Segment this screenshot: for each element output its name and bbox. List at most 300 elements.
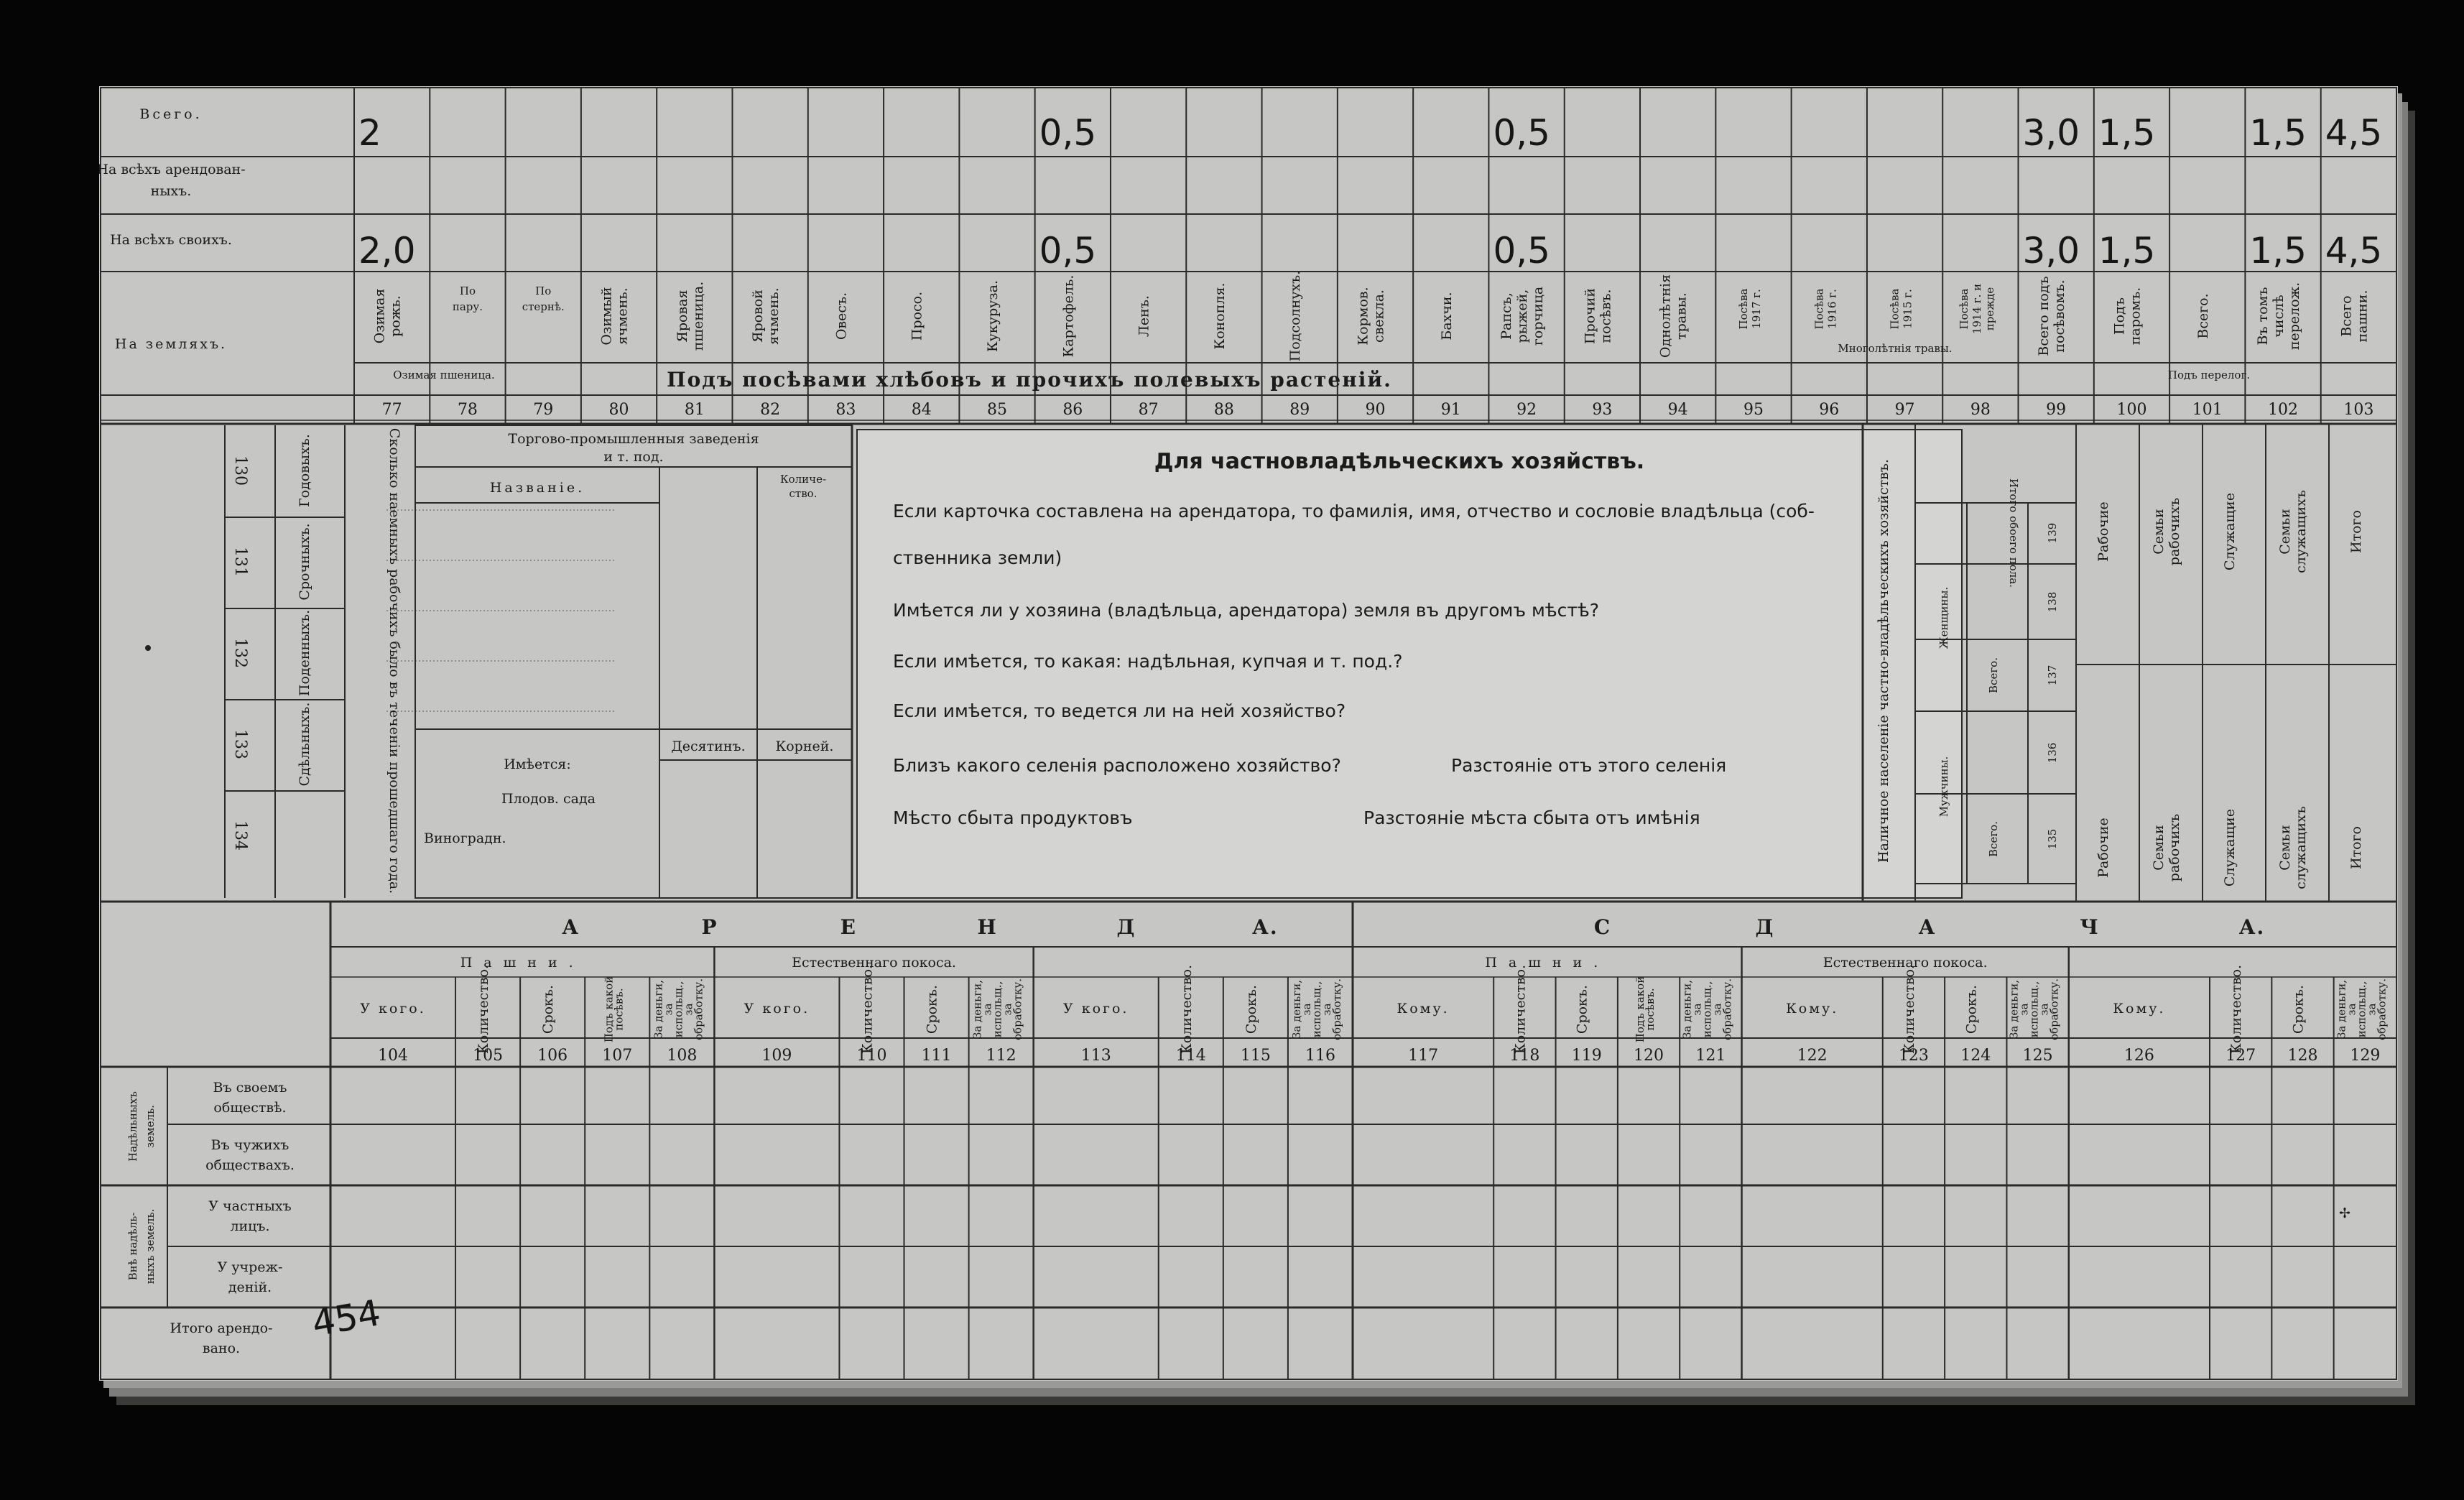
rent-arable-head: Пашни.	[1485, 955, 1610, 971]
lease-hay-head: Естественнаго покоса.	[792, 955, 956, 971]
private-title: Для частновладѣльческихъ хозяйствъ.	[1154, 449, 1645, 474]
col-header-96	[1812, 288, 1838, 329]
bottom-col-header-112-line: обработку.	[1011, 978, 1024, 1040]
col-number-90: 90	[1365, 401, 1386, 419]
bottom-col-header-124-line: Срокъ.	[1963, 984, 1980, 1034]
lease-banner-letter: Д	[1116, 915, 1136, 939]
pop-number-136: 136	[2046, 742, 2059, 764]
bottom-col-number-115: 115	[1240, 1047, 1271, 1065]
bottom-col-header-110-line: Количество.	[859, 964, 876, 1055]
bottom-col-number-117: 117	[1408, 1047, 1439, 1065]
value-own-77: 2,0	[358, 230, 416, 272]
pop-number-138: 138	[2046, 591, 2059, 613]
pop-category-top-0-line: Рабочие	[2095, 501, 2111, 562]
bottom-col-header-121-line: За деньги,	[1680, 980, 1694, 1039]
col-header-102	[2255, 282, 2302, 350]
rent-banner-letter: Ч	[2080, 915, 2100, 939]
col-header-102-line: числѣ	[2271, 295, 2287, 338]
bottom-col-header-128	[2291, 985, 2307, 1034]
bottom-col-header-110	[859, 965, 875, 1054]
rent-banner-letter: С	[1593, 915, 1612, 939]
row-label-own: На всѣхъ своихъ.	[110, 232, 232, 248]
col-header-91	[1439, 292, 1455, 340]
bottom-col-header-116-line: испольщ.,	[1310, 981, 1323, 1038]
pop-category-top-3-line: служащихъ	[2293, 490, 2309, 573]
bottom-col-header-129-line: испольщ.,	[2355, 981, 2368, 1038]
pop-women-total: Всего.	[1987, 657, 2000, 693]
col-header-97	[1889, 288, 1914, 329]
row-own-society-2: обществѣ.	[213, 1100, 287, 1116]
col-header-101-line: Всего.	[2195, 293, 2211, 339]
pop-category-bottom-0-line: Рабочие	[2095, 818, 2111, 878]
bottom-col-header-125-line: обработку.	[2047, 978, 2061, 1040]
bottom-col-number-121: 121	[1695, 1047, 1726, 1065]
col-number-103: 103	[2343, 401, 2374, 419]
col-number-95: 95	[1743, 401, 1764, 419]
pop-category-top-2	[2222, 493, 2238, 570]
orchard-roots: Корней.	[775, 739, 834, 754]
col-header-103-line: Всего	[2338, 295, 2355, 337]
rent-banner-letter: А	[1918, 915, 1937, 939]
q5b: Разстояніе отъ этого селенія	[1451, 755, 1727, 776]
col-header-92-line: рыжей,	[1514, 289, 1531, 343]
bottom-col-header-125-line: за	[2017, 1003, 2031, 1016]
col-header-99-line: Всего подъ	[2036, 276, 2052, 356]
bottom-col-number-112: 112	[986, 1047, 1016, 1065]
bottom-col-number-119: 119	[1571, 1047, 1602, 1065]
col-header-90-line: свекла.	[1371, 290, 1387, 343]
col-header-81-line: пшеница.	[690, 281, 706, 351]
col-header-99-line: посѣвомъ.	[2052, 279, 2068, 353]
pop-category-top-1	[2151, 498, 2182, 565]
col-header-103	[2338, 290, 2370, 342]
bottom-col-number-110: 110	[856, 1047, 887, 1065]
col-header-84-line: Просо.	[909, 291, 925, 341]
men-label: Мужчины.	[1937, 756, 1950, 818]
worker-number-131: 131	[231, 547, 249, 577]
bottom-col-number-118: 118	[1509, 1047, 1540, 1065]
lease-banner-letter: А	[562, 915, 580, 939]
bottom-col-number-113: 113	[1080, 1047, 1111, 1065]
worker-label-130-line: Годовыхъ.	[297, 434, 312, 507]
col-number-82: 82	[760, 401, 781, 419]
col-header-80	[599, 287, 631, 345]
col-number-87: 87	[1138, 401, 1159, 419]
trade-col-name: Названіе.	[489, 480, 585, 496]
bottom-col-header-108-line: обработку.	[692, 978, 705, 1040]
bottom-col-header-128-line: Срокъ.	[2290, 984, 2307, 1034]
bottom-col-number-108: 108	[667, 1047, 698, 1065]
col-header-103-line: пашни.	[2354, 290, 2371, 343]
col-header-102-line: Въ томъ	[2255, 287, 2271, 346]
bottom-col-number-107: 107	[602, 1047, 633, 1065]
row-other-society: Въ чужихъ	[210, 1137, 290, 1153]
col-number-86: 86	[1062, 401, 1083, 419]
pop-men-total: Всего.	[1987, 821, 2000, 857]
bottom-col-party-109: У кого.	[744, 1001, 810, 1017]
bottom-col-party-122: Кому.	[1786, 1001, 1839, 1017]
bottom-col-header-125-line: За деньги,	[2007, 980, 2021, 1039]
bottom-col-number-116: 116	[1305, 1047, 1335, 1065]
bottom-col-header-125-line: за	[2037, 1003, 2051, 1016]
col-number-81: 81	[684, 401, 705, 419]
col-header-93	[1582, 288, 1613, 344]
trade-title-2: и т. под.	[603, 449, 664, 465]
col-number-92: 92	[1516, 401, 1537, 419]
col-header-95-line: Посѣва	[1736, 288, 1750, 330]
col-header-94-line: Однолѣтнія	[1657, 274, 1674, 358]
orchard-desyatin: Десятинъ.	[671, 739, 746, 754]
bottom-col-header-118-line: Количество.	[1512, 964, 1529, 1055]
col-header-81	[675, 282, 706, 351]
col-header-97-line: Посѣва	[1888, 288, 1902, 330]
bottom-col-header-108-line: испольщ.,	[672, 981, 685, 1038]
col-header-102-line: перелож.	[2287, 282, 2303, 351]
col-header-95	[1737, 288, 1763, 329]
col-header-98	[1958, 284, 1996, 334]
col-number-91: 91	[1440, 401, 1461, 419]
orchard-fruit: Плодов. сада	[501, 791, 596, 807]
col-number-93: 93	[1592, 401, 1613, 419]
bottom-col-header-121-line: обработку.	[1720, 978, 1734, 1040]
pop-number-137: 137	[2046, 665, 2059, 686]
bottom-col-header-119	[1575, 985, 1590, 1034]
worker-label-130	[297, 434, 312, 507]
bottom-col-header-120-line: посѣвъ.	[1644, 988, 1657, 1031]
pop-category-top-3	[2277, 490, 2309, 573]
pop-category-top-1-line: рабочихъ	[2167, 497, 2182, 566]
row-label-rented-2: ныхъ.	[150, 183, 192, 199]
row-own-society: Въ своемъ	[213, 1080, 287, 1096]
value-total-77: 2	[358, 112, 381, 154]
pop-category-top-2-line: Служащие	[2222, 492, 2238, 571]
col-number-101: 101	[2192, 401, 2223, 419]
bottom-col-header-107-line: посѣвъ.	[612, 988, 626, 1031]
women-label: Женщины.	[1937, 586, 1950, 649]
col-header-90	[1356, 287, 1387, 345]
trade-col-qty: Количе-	[779, 473, 827, 486]
col-number-83: 83	[835, 401, 856, 419]
value-total-102: 1,5	[2249, 112, 2307, 154]
bottom-col-party-117: Кому.	[1397, 1001, 1450, 1017]
row-group-other-2: ныхъ земель.	[144, 1208, 157, 1284]
col-header-94-line: травы.	[1673, 292, 1690, 340]
orchard-has: Имѣется:	[504, 756, 571, 772]
col-header-84	[909, 292, 925, 341]
row-group-allot-2: земель.	[144, 1104, 157, 1149]
bottom-col-header-116-line: за	[1300, 1003, 1313, 1016]
crops-banner: Подъ посѣвами хлѣбовъ и прочихъ полевыхъ растеній.	[667, 368, 1392, 392]
col-header-77-line: Озимая	[371, 288, 388, 344]
q2: Имѣется ли у хозяина (владѣльца, арендатора) земля въ другомъ мѣстѣ?	[893, 600, 1600, 621]
orchard-vineyard: Виноградн.	[424, 830, 506, 846]
worker-label-133	[297, 703, 312, 787]
census-card	[99, 86, 2398, 1381]
col-header-93-line: Прочий	[1582, 287, 1598, 345]
col-header-79: По	[535, 284, 552, 297]
col-number-100: 100	[2116, 401, 2147, 419]
bottom-col-header-107-line: Подъ какой	[602, 976, 616, 1043]
pop-category-bottom-4-line: Итого	[2348, 826, 2364, 869]
col-number-80: 80	[608, 401, 629, 419]
bottom-col-header-116	[1290, 978, 1343, 1040]
col-header-77	[372, 289, 404, 344]
trade-col-qty-2: ство.	[789, 487, 818, 500]
bottom-col-number-104: 104	[378, 1047, 409, 1065]
group-winter-wheat: Озимая пшеница.	[393, 369, 495, 381]
bottom-col-number-120: 120	[1634, 1047, 1664, 1065]
bottom-col-party-104: У кого.	[360, 1001, 426, 1017]
col-header-92	[1499, 287, 1546, 346]
col-header-78-b: пару.	[452, 300, 483, 313]
col-header-83-line: Овесъ.	[833, 292, 850, 341]
col-number-89: 89	[1289, 401, 1310, 419]
col-number-102: 102	[2268, 401, 2299, 419]
col-header-82-line: Яровой	[750, 290, 766, 343]
bottom-col-header-121-line: за	[1710, 1003, 1724, 1016]
col-header-91-line: Бахчи.	[1438, 292, 1455, 341]
ink-mark: ✢	[2339, 1205, 2350, 1221]
ink-dot	[145, 645, 151, 651]
bottom-col-header-116-line: обработку.	[1330, 978, 1343, 1040]
bottom-col-number-128: 128	[2287, 1047, 2318, 1065]
workers-title: Сколько наемныхъ рабочихъ было въ теченіи прошедшаго года.	[386, 427, 402, 894]
bottom-col-header-105	[476, 965, 491, 1054]
col-number-99: 99	[2046, 401, 2067, 419]
bottom-col-header-120	[1634, 976, 1657, 1042]
value-total-92: 0,5	[1493, 112, 1550, 154]
pop-category-bottom-2	[2222, 809, 2238, 886]
bottom-col-header-118	[1512, 965, 1528, 1054]
value-total-100: 1,5	[2098, 112, 2156, 154]
lease-banner-letter: Н	[977, 915, 998, 939]
bottom-col-header-115	[1243, 985, 1259, 1034]
row-group-allot: Надѣльныхъ	[126, 1091, 139, 1162]
row-institutions: У учреж-	[217, 1259, 283, 1275]
row-private: У частныхъ	[208, 1198, 292, 1214]
pop-category-bottom-0	[2095, 818, 2111, 877]
col-header-85-line: Кукуруза.	[985, 279, 1001, 353]
bottom-col-header-121-line: испольщ.,	[1700, 981, 1714, 1038]
col-number-85: 85	[987, 401, 1008, 419]
col-header-88	[1212, 282, 1228, 349]
worker-number-134: 134	[231, 820, 249, 851]
col-header-87	[1136, 295, 1152, 337]
bottom-col-header-112-line: за	[1001, 1003, 1014, 1016]
pop-category-top-4-line: Итого	[2348, 510, 2364, 553]
col-header-89	[1287, 271, 1303, 362]
worker-label-131-line: Срочныхъ.	[297, 523, 312, 601]
col-header-80-line: Озимый	[598, 287, 615, 346]
col-header-86	[1060, 275, 1076, 358]
bottom-col-header-114-line: Количество.	[1178, 964, 1195, 1055]
worker-label-132-line: Поденныхъ.	[297, 609, 312, 697]
population-title: Наличное населеніе частно-владѣльческихъ хозяйствъ.	[1876, 459, 1891, 863]
pop-category-top-4	[2348, 510, 2364, 553]
col-number-97: 97	[1894, 401, 1915, 419]
worker-label-132	[297, 610, 312, 696]
col-header-83	[833, 292, 849, 340]
group-perennial: Многолѣтнія травы.	[1838, 342, 1953, 355]
row-label-rented: На всѣхъ арендован-	[99, 162, 246, 177]
col-number-79: 79	[533, 401, 554, 419]
col-header-92-line: горчица	[1530, 286, 1547, 346]
worker-number-133: 133	[231, 729, 249, 759]
col-number-78: 78	[457, 401, 478, 419]
bottom-col-header-116-line: за	[1320, 1003, 1333, 1016]
trade-title: Торгово-промышленныя заведенія	[508, 431, 759, 447]
bottom-col-number-123: 123	[1898, 1047, 1929, 1065]
pop-category-bottom-2-line: Служащие	[2222, 808, 2238, 887]
bottom-col-header-124	[1963, 985, 1979, 1034]
col-header-81-line: Яровая	[674, 290, 690, 343]
col-number-98: 98	[1970, 401, 1991, 419]
value-own-86: 0,5	[1039, 230, 1097, 272]
bottom-col-header-108-line: за	[662, 1003, 675, 1016]
value-own-100: 1,5	[2098, 230, 2156, 272]
value-total-103: 4,5	[2325, 112, 2383, 154]
bottom-col-header-108-line: За деньги,	[652, 980, 665, 1039]
q3: Если имѣется, то какая: надѣльная, купчая и т. под.?	[893, 651, 1403, 672]
bottom-col-number-105: 105	[473, 1047, 504, 1065]
col-header-100-line: Подъ	[2111, 297, 2128, 335]
row-total-leased: Итого арендо-	[170, 1320, 273, 1336]
pop-both-sexes: Итого обоего пола.	[2007, 478, 2020, 588]
form-grid	[99, 86, 2398, 1381]
col-header-97-line: 1915 г.	[1901, 289, 1914, 329]
pop-category-bottom-3-line: Семьи	[2277, 825, 2293, 871]
bottom-col-header-116-line: За деньги,	[1289, 980, 1303, 1039]
row-label-lands: На земляхъ.	[114, 336, 228, 352]
bottom-col-header-121-line: за	[1690, 1003, 1704, 1016]
col-header-98-line: 1914 г. и	[1970, 283, 1983, 335]
bottom-col-header-129-line: обработку.	[2375, 978, 2389, 1040]
col-header-98-line: Посѣва	[1957, 288, 1970, 330]
col-header-82-line: ячмень.	[766, 287, 782, 345]
bottom-col-header-129-line: За деньги,	[2335, 980, 2348, 1039]
col-header-94	[1658, 274, 1690, 358]
bottom-col-header-125	[2008, 978, 2061, 1040]
col-header-85	[985, 280, 1001, 352]
bottom-col-number-126: 126	[2123, 1047, 2154, 1065]
bottom-col-header-108-line: за	[682, 1003, 695, 1016]
pop-category-bottom-3-line: служащихъ	[2293, 806, 2309, 889]
col-header-79-b: стернѣ.	[522, 300, 565, 313]
value-own-92: 0,5	[1493, 230, 1550, 272]
pop-category-top-1-line: Семьи	[2151, 509, 2167, 555]
bottom-col-header-127-line: Количество.	[2228, 964, 2245, 1055]
bottom-col-header-112-line: за	[981, 1003, 994, 1016]
bottom-col-header-129-line: за	[2345, 1003, 2358, 1016]
q1a: Если карточка составлена на арендатора, то фамилія, имя, отчество и сословіе владѣльца (соб-	[893, 501, 1815, 522]
col-header-101	[2195, 293, 2211, 338]
bottom-col-header-125-line: испольщ.,	[2027, 981, 2041, 1038]
col-header-90-line: Кормов.	[1355, 287, 1371, 346]
pop-category-top-3-line: Семьи	[2277, 509, 2293, 555]
rent-banner-letter: А.	[2238, 915, 2266, 939]
pop-number-135: 135	[2046, 828, 2059, 850]
row-other-society-2: обществахъ.	[205, 1157, 295, 1173]
value-own-102: 1,5	[2249, 230, 2307, 272]
col-header-95-line: 1917 г.	[1749, 289, 1763, 329]
bottom-col-header-112	[971, 978, 1024, 1040]
row-private-2: лицъ.	[230, 1218, 270, 1234]
bottom-col-number-122: 122	[1797, 1047, 1828, 1065]
rent-hay-head: Естественнаго покоса.	[1822, 955, 1988, 971]
bottom-col-header-107	[602, 976, 625, 1042]
col-header-100	[2111, 287, 2143, 346]
lease-arable-head: Пашни.	[460, 955, 585, 971]
lease-banner-letter: А.	[1252, 915, 1279, 939]
col-header-99	[2036, 276, 2067, 356]
bottom-col-header-112-line: испольщ.,	[991, 981, 1004, 1038]
col-header-86-line: Картофель.	[1060, 274, 1077, 358]
bottom-col-header-111-line: Срокъ.	[924, 984, 940, 1034]
bottom-col-party-113: У кого.	[1062, 1001, 1129, 1017]
bottom-col-header-106-line: Срокъ.	[540, 984, 557, 1034]
bottom-col-header-120-line: Подъ какой	[1634, 976, 1647, 1043]
col-header-80-line: ячмень.	[614, 287, 631, 345]
col-number-88: 88	[1213, 401, 1234, 419]
bottom-col-header-119-line: Срокъ.	[1574, 984, 1590, 1034]
bottom-col-number-129: 129	[2350, 1047, 2381, 1065]
q6a: Мѣсто сбыта продуктовъ	[893, 807, 1133, 828]
q6b: Разстояніе мѣста сбыта отъ имѣнія	[1363, 807, 1700, 828]
col-number-96: 96	[1819, 401, 1840, 419]
rent-banner-letter: Д	[1755, 915, 1775, 939]
margin-note: 454	[309, 1292, 384, 1345]
bottom-col-header-115-line: Срокъ.	[1243, 984, 1259, 1034]
col-header-100-line: паромъ.	[2127, 287, 2144, 346]
bottom-col-number-106: 106	[537, 1047, 568, 1065]
q5a: Близъ какого селенія расположено хозяйство?	[893, 755, 1341, 776]
bottom-col-number-114: 114	[1175, 1047, 1206, 1065]
row-institutions-2: деній.	[228, 1279, 272, 1295]
col-header-82	[750, 287, 782, 345]
q4: Если имѣется, то ведется ли на ней хозяйство?	[893, 700, 1346, 721]
bottom-col-header-123-line: Количество.	[1901, 964, 1917, 1055]
col-header-96-line: 1916 г.	[1825, 289, 1839, 329]
worker-label-133-line: Сдѣльныхъ.	[297, 702, 312, 787]
bottom-col-header-123	[1902, 965, 1917, 1054]
bottom-col-party-126: Кому.	[2113, 1001, 2166, 1017]
value-total-86: 0,5	[1039, 112, 1097, 154]
col-header-89-line: Подсолнухъ.	[1287, 270, 1304, 362]
row-group-other: Внѣ надѣль-	[126, 1212, 139, 1281]
worker-number-130: 130	[231, 455, 249, 486]
pop-category-bottom-1-line: рабочихъ	[2167, 813, 2182, 882]
q1b: ственника земли)	[893, 547, 1062, 568]
lease-banner-letter: Р	[701, 915, 718, 939]
col-number-94: 94	[1667, 401, 1688, 419]
col-number-77: 77	[381, 401, 402, 419]
bottom-col-header-127	[2228, 965, 2244, 1054]
bottom-col-header-108	[652, 978, 705, 1040]
row-label-total: Всего.	[139, 106, 203, 122]
lease-banner-letter: Е	[840, 915, 858, 939]
col-number-84: 84	[911, 401, 932, 419]
value-own-99: 3,0	[2022, 230, 2080, 272]
bottom-col-number-127: 127	[2226, 1047, 2256, 1065]
bottom-col-header-105-line: Количество.	[476, 964, 492, 1055]
pop-category-bottom-3	[2277, 806, 2309, 889]
bottom-col-number-109: 109	[761, 1047, 792, 1065]
value-own-103: 4,5	[2325, 230, 2383, 272]
bottom-col-header-121	[1680, 978, 1733, 1040]
col-header-92-line: Рапсъ,	[1499, 292, 1515, 340]
value-total-99: 3,0	[2022, 112, 2080, 154]
worker-label-131	[297, 523, 312, 600]
